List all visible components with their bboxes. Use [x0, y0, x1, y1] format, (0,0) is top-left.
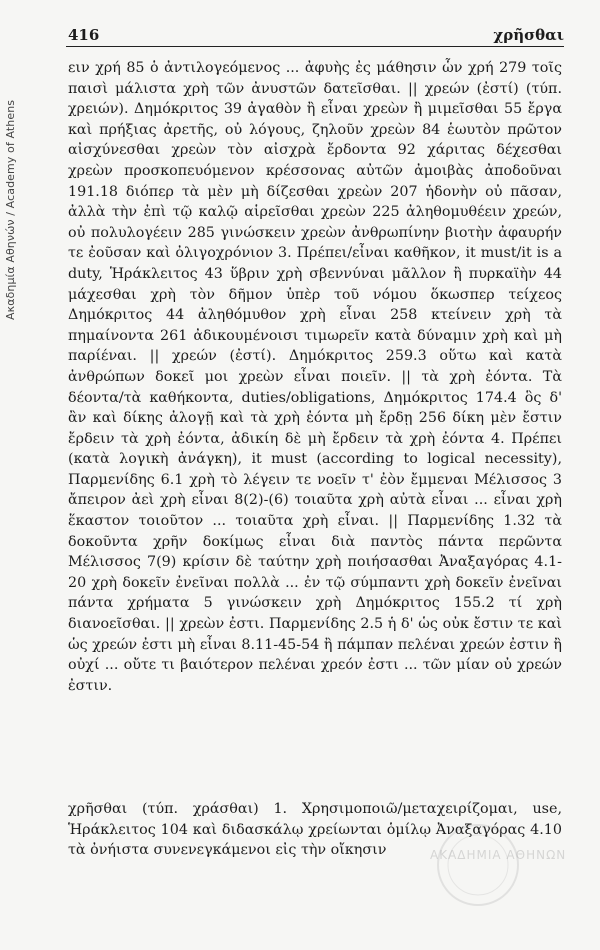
stamp-text: ΑΚΑΔΗΜΙΑ ΑΘΗΝΩΝ: [430, 848, 567, 862]
running-head: χρῆσθαι: [493, 26, 564, 44]
page-number: 416: [68, 26, 100, 44]
page-header: [68, 20, 564, 44]
header-rule: [66, 46, 564, 47]
entry-chresthai: χρῆσθαι (τύπ. χράσθαι) 1. Χρησιμοποιῶ/μεταχειρίζομαι, use, Ἡράκλειτος 104 καὶ διδασκάλῳ χρείωνται ὁμίλῳ Ἀναξαγόρας 4.10 τὰ ὀνήιστα συνενεγκάμενοι εἰς τὴν οἴκησιν: [68, 801, 562, 859]
side-watermark: Ακαδημία Αθηνών / Academy of Athens: [4, 99, 17, 321]
entry-continued: ειν χρή 85 ὁ ἀντιλογεόμενος ... ἀφυὴς ἐς μάθησιν ὧν χρή 279 τοῖς παισὶ μάλιστα χρὴ τῶν ἀνυστῶν δατεῖσθαι. || χρεών (ἐστί) (τύπ. χρειών). Δημόκριτος 39 ἀγαθὸν ἢ εἶναι χρεὼν ἢ μιμεῖσθαι 55 ἔργα καὶ πρήξιας ἀρετῆς, οὐ λόγους, ζηλοῦν χρεὼν 84 ἑωυτὸν πρῶτον αἰσχύνεσθαι χρεὼν τὸν αἰσχρὰ ἔρδοντα 92 χάριτας δέχεσθαι χρεὼν προσκοπευόμενον κρέσσονας αὐτῶν ἀμοιβὰς ἀποδοῦναι 191.18 διόπερ τὰ μὲν μὴ δίζεσθαι χρεὼν 207 ἡδονὴν οὐ πᾶσαν, ἀλλὰ τὴν ἐπὶ τῷ καλῷ αἱρεῖσθαι χρεὼν 225 ἀληθομυθέειν χρεών, οὐ πολυλογέειν 285 γινώσκειν χρεὼν ἀνθρωπίνην βιοτὴν ἀφαυρήν τε ἐοῦσαν καὶ ὀλιγοχρόνιον 3. Πρέπει/εἶναι καθῆκον, it must/it is a duty, Ἡράκλειτος 43 ὕβριν χρὴ σβεννύναι μᾶλλον ἢ πυρκαϊὴν 44 μάχεσθαι χρὴ τὸν δῆμον ὑπὲρ τοῦ νόμου ὅκωσπερ τείχεος Δημόκριτος 44 ἀληθόμυθον χρὴ εἶναι 258 κτείνειν χρὴ τὰ πημαίνοντα 261 ἀδικουμένοισι τιμωρεῖν κατὰ δύναμιν χρὴ καὶ μὴ παρίέναι. || χρεών (ἐστί). Δημόκριτος 259.3 οὕτω καὶ κατὰ ἀνθρώπων δοκεῖ μοι χρεὼν εἶναι ποιεῖν. || τὰ χρὴ ἐόντα. Τὰ δέοντα/τὰ καθήκοντα, duties/obligations, Δημόκριτος 174.4 ὃς δ' ἂν καὶ δίκης ἀλογῇ καὶ τὰ χρὴ ἐόντα μὴ ἔρδῃ 256 δίκη μὲν ἔστιν ἔρδειν τὰ χρὴ ἐόντα, ἀδικίη δὲ μὴ ἔρδειν τὰ χρὴ ἐόντα 4. Πρέπει (κατὰ λογικὴ ἀνάγκη), it must (according to logical necessity), Παρμενίδης 6.1 χρὴ τὸ λέγειν τε νοεῖν τ' ἐὸν ἔμμεναι Μέλισσος 3 ἄπειρον ἀεὶ χρὴ εἶναι 8(2)-(6) τοιαῦτα χρὴ αὐτὰ εἶναι ... εἶναι χρὴ ἕκαστον τοιοῦτον ... τοιαῦτα χρὴ εἶναι. || Παρμενίδης 1.32 τὰ δοκοῦντα χρῆν δοκίμως εἶναι διὰ παντὸς πάντα περῶντα Μέλισσος 7(9) κρίσιν δὲ ταύτην χρὴ ποιήσασθαι Ἀναξαγόρας 4.1-20 χρὴ δοκεῖν ἐνεῖναι πολλὰ ... ἐν τῷ σύμπαντι χρὴ δοκεῖν ἐνεῖναι πάντα χρήματα 5 γινώσκειν χρὴ Δημόκριτος 155.2 τί χρὴ διανοεῖσθαι. || χρεὼν ἐστι. Παρμενίδης 2.5 ἡ δ' ὡς οὐκ ἔστιν τε καὶ ὡς χρεών ἐστι μὴ εἶναι 8.11-45-54 ἢ πάμπαν πελέναι χρεών ἐστιν ἢ οὐχί ... οὔτε τι βαιότερον πελέναι χρεόν ἐστι ... τῶν μίαν οὐ χρεών ἐστιν.: [68, 60, 562, 694]
library-stamp: [388, 820, 568, 910]
